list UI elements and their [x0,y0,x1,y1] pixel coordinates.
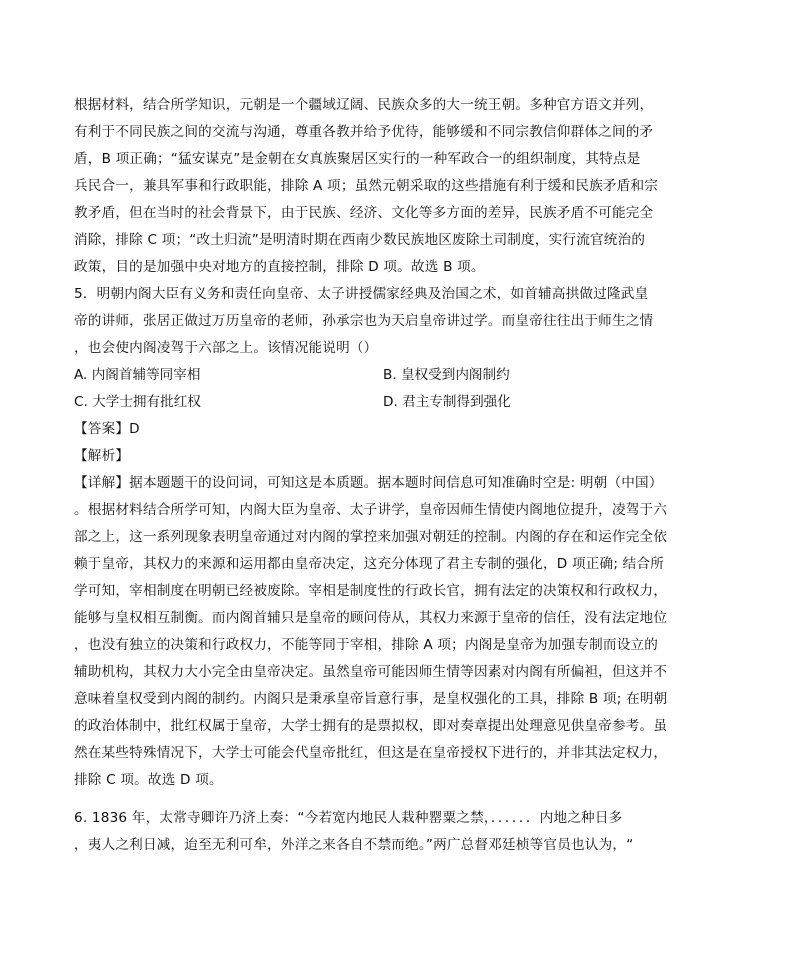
q5-analysis-line: 赖于皇帝，其权力的来源和运用都由皇帝决定，这充分体现了君主专制的强化，D 项正确; 结合所 [74,556,665,572]
q4-analysis-line: 教矛盾，但在当时的社会背景下，由于民族、经济、文化等多方面的差异，民族矛盾不可能完全 [74,205,654,221]
q4-analysis-line: 盾，B 项正确；“猛安谋克”是金朝在女真族聚居区实行的一种军政合一的组织制度，其特点是 [74,151,641,167]
q5-analysis-line: 【详解】据本题题干的设问词，可知这是本质题。据本题时间信息可知准确时空是: 明朝（中国） [74,475,663,491]
q5-analysis-line: 然在某些特殊情况下，大学士可能会代皇帝批红，但这是在皇帝授权下进行的，并非其法定权力， [74,745,668,761]
q5-analysis-line: 排除 C 项。故选 D 项。 [74,772,223,788]
q5-option-a: A. 内阁首辅等同宰相 [74,367,201,383]
q4-analysis-line: 兵民合一，兼具军事和行政职能，排除 A 项；虽然元朝采取的这些措施有利于缓和民族矛盾和宗 [74,178,659,194]
q5-analysis-line: 。根据材料结合所学可知，内阁大臣为皇帝、太子讲学，皇帝因师生情使内阁地位提升，凌驾于六 [74,502,668,518]
q5-option-b: B. 皇权受到内阁制约 [383,367,510,383]
q6-stem-line: ，夷人之利日减，迨至无利可牟，外洋之来各自不禁而绝。”两广总督邓廷桢等官员也认为，“ [74,837,634,853]
q5-stem-line: ，也会使内阁凌驾于六部之上。该情况能说明（） [74,340,378,356]
q5-analysis-line: 部之上，这一系列现象表明皇帝通过对内阁的掌控来加强对朝廷的控制。内阁的存在和运作完全依 [74,529,668,545]
q5-stem-line: 5．明朝内阁大臣有义务和责任向皇帝、太子讲授儒家经典及治国之术，如首辅高拱做过隆武皇 [74,286,649,302]
q5-stem-line: 帝的讲师，张居正做过万历皇帝的老师，孙承宗也为天启皇帝讲过学。而皇帝往往出于师生之情 [74,313,654,329]
q5-option-d: D. 君主专制得到强化 [383,394,511,410]
q5-option-c: C. 大学士拥有批红权 [74,394,201,410]
q5-analysis-line: 意味着皇权受到内阁的制约。内阁只是秉承皇帝旨意行事，是皇权强化的工具，排除 B 项; 在明朝 [74,691,668,707]
q5-analysis-line: 的政治体制中，批红权属于皇帝，大学士拥有的是票拟权，即对奏章提出处理意见供皇帝参考。虽 [74,718,668,734]
q4-analysis-line: 政策，目的是加强中央对地方的直接控制，排除 D 项。故选 B 项。 [74,259,485,275]
q5-answer: 【答案】D [74,421,140,437]
q4-analysis-line: 根据材料，结合所学知识，元朝是一个疆域辽阔、民族众多的大一统王朝。多种官方语文并列， [74,97,654,113]
q5-analysis-line: 辅助机构，其权力大小完全由皇帝决定。虽然皇帝可能因师生情等因素对内阁有所偏袒，但这并不 [74,664,668,680]
q4-analysis-line: 消除，排除 C 项；“改土归流”是明清时期在西南少数民族地区废除土司制度，实行流官统治的 [74,232,646,248]
q6-stem-line: 6. 1836 年，太常寺卿许乃济上奏：“今若宽内地民人栽种罂粟之禁，．．．．．．内地之种日多 [74,810,623,826]
q5-analysis-line: 能够与皇权相互制衡。而内阁首辅只是皇帝的顾问侍从，其权力来源于皇帝的信任，没有法定地位 [74,610,668,626]
q5-analysis-line: 学可知，宰相制度在明朝已经被废除。宰相是制度性的行政长官，拥有法定的决策权和行政权力， [74,583,668,599]
q4-analysis-line: 有利于不同民族之间的交流与沟通，尊重各教并给予优待，能够缓和不同宗教信仰群体之间的矛 [74,124,654,140]
q5-analysis-line: ，也没有独立的决策和行政权力，不能等同于宰相，排除 A 项；内阁是皇帝为加强专制而设立的 [74,637,659,653]
q5-analysis-label: 【解析】 [74,448,130,464]
